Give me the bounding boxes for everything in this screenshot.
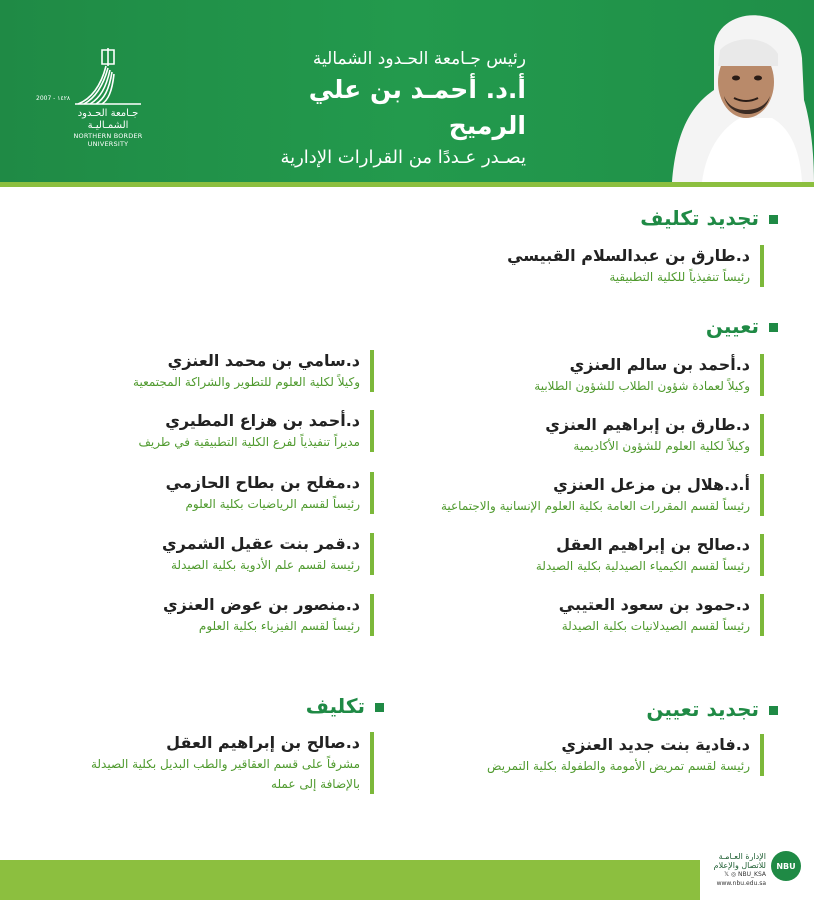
entry-renewal-assign-1: د.طارق بن عبدالسلام القبيسي رئيساً تنفيذياً للكلية التطبيقية xyxy=(507,245,764,287)
nbu-badge: NBU xyxy=(771,851,801,881)
section-title-appointment: تعيين xyxy=(706,314,778,338)
footer-department: الإدارة العـامـة للاتصال والإعلام xyxy=(713,852,766,870)
section-title-renewal-appoint: تجديد تعيين xyxy=(646,697,778,721)
header-line-1: رئيس جـامعة الحـدود الشمالية xyxy=(312,49,526,69)
bullet-square-icon xyxy=(769,215,778,224)
footer-social-handle: 𝕏 ◎ NBU_KSA xyxy=(724,871,766,878)
header-line-3: يصـدر عـددًا من القرارات الإدارية xyxy=(280,147,526,168)
bullet-square-icon xyxy=(375,703,384,712)
president-photo xyxy=(662,10,814,182)
entry-appointment-left-1: د.سامي بن محمد العنزي وكيلاً لكلية العلوم للتطوير والشراكة المجتمعية xyxy=(133,350,374,392)
entry-appointment-right-2: د.طارق بن إبراهيم العنزي وكيلاً لكلية العلوم للشؤون الأكاديمية xyxy=(545,414,764,456)
entry-appointment-left-5: د.منصور بن عوض العنزي رئيساً لقسم الفيزياء بكلية العلوم xyxy=(163,594,374,636)
entry-appointment-right-3: أ.د.هلال بن مزعل العنزي رئيساً لقسم المقررات العامة بكلية العلوم الإنسانية والاجتماعية xyxy=(441,474,764,516)
bullet-square-icon xyxy=(769,323,778,332)
university-logo xyxy=(56,44,160,148)
portrait-icon xyxy=(662,10,814,182)
entry-appointment-left-2: د.أحمد بن هزاع المطيري مديراً تنفيذياً لفرع الكلية التطبيقية في طريف xyxy=(138,410,374,452)
logo-english-text: NORTHERN BORDER UNIVERSITY xyxy=(73,132,143,148)
entry-appointment-right-5: د.حمود بن سعود العتيبي رئيساً لقسم الصيدلانيات بكلية الصيدلة xyxy=(559,594,764,636)
entry-assignment-1: د.صالح بن إبراهيم العقل مشرفاً على قسم العقاقير والطب البديل بكلية الصيدلة بالإضافة إلى عمله xyxy=(91,732,374,794)
bullet-square-icon xyxy=(769,706,778,715)
header-line-2: أ.د. أحمـد بن علي الرميح xyxy=(308,75,526,140)
logo-years: 2007 - ١٤٢٨ xyxy=(36,95,71,102)
entry-appointment-left-3: د.مفلح بن بطاح الحازمي رئيساً لقسم الرياضيات بكلية العلوم xyxy=(166,472,374,514)
entry-appointment-right-4: د.صالح بن إبراهيم العقل رئيساً لقسم الكيمياء الصيدلية بكلية الصيدلة xyxy=(536,534,764,576)
header-text xyxy=(240,46,526,172)
entry-appointment-left-4: د.قمر بنت عقيل الشمري رئيسة لقسم علم الأدوية بكلية الصيدلة xyxy=(162,533,374,575)
header-stripe xyxy=(0,182,814,187)
footer-bar xyxy=(0,860,700,900)
section-title-renewal-assign: تجديد تكليف xyxy=(640,206,778,230)
footer-website: www.nbu.edu.sa xyxy=(716,880,766,887)
x-icon: 𝕏 ◎ xyxy=(724,871,739,878)
section-title-assignment: تكليف xyxy=(306,694,384,718)
logo-emblem-icon xyxy=(73,44,143,106)
entry-appointment-right-1: د.أحمد بن سالم العنزي وكيلاً لعمادة شؤون الطلاب للشؤون الطلابية xyxy=(534,354,764,396)
logo-arabic-text: جـامعة الحـدود الشمـاليـة xyxy=(77,108,139,131)
entry-renewal-appoint-1: د.فادية بنت جديد العنزي رئيسة لقسم تمريض الأمومة والطفولة بكلية التمريض xyxy=(487,734,764,776)
